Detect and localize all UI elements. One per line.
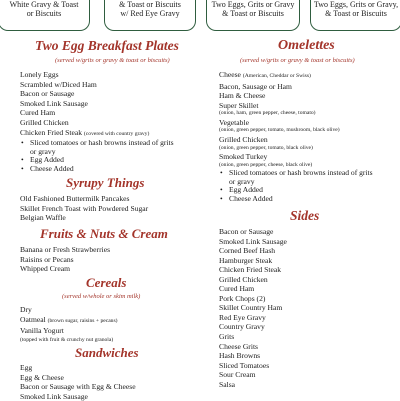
menu-item: Grilled Chicken <box>219 134 268 144</box>
menu-item: Red Eye Gravy <box>219 312 266 322</box>
menu-item-note: (topped with fruit & crunchy nut granola) <box>20 336 114 343</box>
menu-item: Smoked Link Sausage <box>20 391 88 401</box>
top-box-4 <box>310 0 400 31</box>
menu-item: Hamburger Steak <box>219 255 273 265</box>
top-box-1-line1: White Gravy & Toast <box>9 0 79 9</box>
top-box-2-line1: & Toast or Biscuits <box>119 0 181 9</box>
omelettes-list <box>219 70 379 204</box>
menu-item-name: Chicken Fried Steak <box>20 127 83 137</box>
top-box-3-line2: & Toast or Biscuits <box>222 9 284 18</box>
menu-item-note: (onion, ham, green pepper, cheese, tomato) <box>219 110 316 117</box>
menu-item: Corned Beef Hash <box>219 246 276 256</box>
menu-item-note: (onion, green pepper, tomato, black olive) <box>219 144 313 151</box>
cereals-subtitle: (served w/whole or skim milk) <box>62 293 141 300</box>
menu-item: Salsa <box>219 379 236 389</box>
top-box-2 <box>104 0 196 31</box>
menu-item: Lonely Eggs <box>20 70 59 79</box>
bullet-item: • Egg Added <box>20 156 180 165</box>
menu-item-note: (onion, green pepper, tomato, mushroom, black olive) <box>219 127 340 134</box>
cereals-title: Cereals <box>86 275 127 290</box>
menu-item: Pork Chops (2) <box>219 293 266 303</box>
menu-item: Chicken Fried Steak <box>219 265 282 275</box>
menu-item-note: (covered with country gravy) <box>83 130 150 137</box>
bullet-item: • Cheese Added <box>20 165 180 174</box>
menu-item <box>20 315 118 327</box>
sandwiches-title: Sandwiches <box>75 345 139 360</box>
menu-item-note: (onion, green pepper, cheese, black olive) <box>219 161 313 168</box>
menu-item: Vegetable <box>219 117 249 127</box>
top-box-1 <box>0 0 90 31</box>
menu-item: Egg <box>20 363 33 372</box>
menu-item-note: (American, Cheddar or Swiss) <box>242 73 311 79</box>
menu-item: Raisins or Pecans <box>20 254 74 264</box>
two-egg-list <box>20 70 180 174</box>
menu-item: Skillet Country Ham <box>219 303 283 313</box>
sandwiches-list <box>20 363 136 401</box>
fruits-title: Fruits & Nuts & Cream <box>40 226 168 241</box>
menu-item: Smoked Link Sausage <box>219 236 287 246</box>
menu-item-name: Oatmeal <box>20 314 46 324</box>
menu-item: Bacon or Sausage <box>20 89 75 99</box>
menu-item: Banana or Fresh Strawberries <box>20 245 111 254</box>
menu-item <box>219 70 379 82</box>
menu-item: Bacon or Sausage with Egg & Cheese <box>20 382 136 392</box>
cereals-list <box>20 305 118 345</box>
syrupy-list <box>20 194 148 223</box>
menu-item: Hash Browns <box>219 351 261 361</box>
menu-item: Smoked Turkey <box>219 152 268 162</box>
menu-item: Skillet French Toast with Powdered Sugar <box>20 203 149 213</box>
omelettes-subtitle: (served w/grits or gravy & toast or biscuits) <box>240 57 355 64</box>
two-egg-subtitle: (served w/grits or gravy & toast or biscuits) <box>55 57 170 64</box>
top-box-3 <box>206 0 300 31</box>
menu-item: Sour Cream <box>219 370 256 380</box>
menu-item: Ham & Cheese <box>219 91 266 101</box>
top-box-2-line2: w/ Red Eye Gravy <box>120 9 180 18</box>
fruits-list <box>20 245 110 274</box>
menu-item: Vanilla Yogurt <box>20 326 64 336</box>
bullet-item: • Cheese Added <box>219 195 379 204</box>
top-box-1-line2: or Biscuits <box>26 9 62 18</box>
bullet-item: • Sliced tomatoes or hash browns instead of grits or gravy <box>20 139 180 156</box>
menu-item: Cured Ham <box>219 284 255 294</box>
menu-item-name: Cheese <box>219 70 241 79</box>
menu-item: Super Skillet <box>219 100 259 110</box>
two-egg-title: Two Egg Breakfast Plates <box>35 38 179 53</box>
bullet-item: • Sliced tomatoes or hash browns instead of grits or gravy <box>219 169 379 186</box>
menu-item-note: (brown sugar, raisins + pecans) <box>47 317 118 324</box>
menu-item: Scrambled w/Diced Ham <box>20 79 97 89</box>
top-box-4-line1: Two Eggs, Grits or Gravy, <box>313 0 399 9</box>
top-box-3-line1: Two Eggs, Grits or Gravy <box>211 0 295 9</box>
menu-item: Sliced Tomatoes <box>219 360 270 370</box>
menu-item: Cheese Grits <box>219 341 259 351</box>
menu-item: Cured Ham <box>20 108 56 118</box>
menu-item: Bacon or Sausage <box>219 227 274 236</box>
top-box-4-line2: & Toast or Biscuits <box>325 9 387 18</box>
menu-item: Grits <box>219 332 235 342</box>
menu-item: Dry <box>20 305 32 314</box>
menu-item: Smoked Link Sausage <box>20 98 88 108</box>
menu-item: Belgian Waffle <box>20 213 66 223</box>
sides-title: Sides <box>290 208 320 223</box>
menu-item: Grilled Chicken <box>219 274 268 284</box>
menu-item: Bacon, Sausage or Ham <box>219 81 292 91</box>
sides-list <box>219 227 287 389</box>
bullet-item: • Egg Added <box>219 186 379 195</box>
menu-item: Old Fashioned Buttermilk Pancakes <box>20 194 130 203</box>
syrupy-title: Syrupy Things <box>66 175 145 190</box>
omelettes-title: Omelettes <box>278 38 335 53</box>
menu-item: Grilled Chicken <box>20 117 69 127</box>
menu-item: Country Gravy <box>219 322 265 332</box>
menu-item: Egg & Cheese <box>20 372 64 382</box>
menu-item: Whipped Cream <box>20 264 70 274</box>
